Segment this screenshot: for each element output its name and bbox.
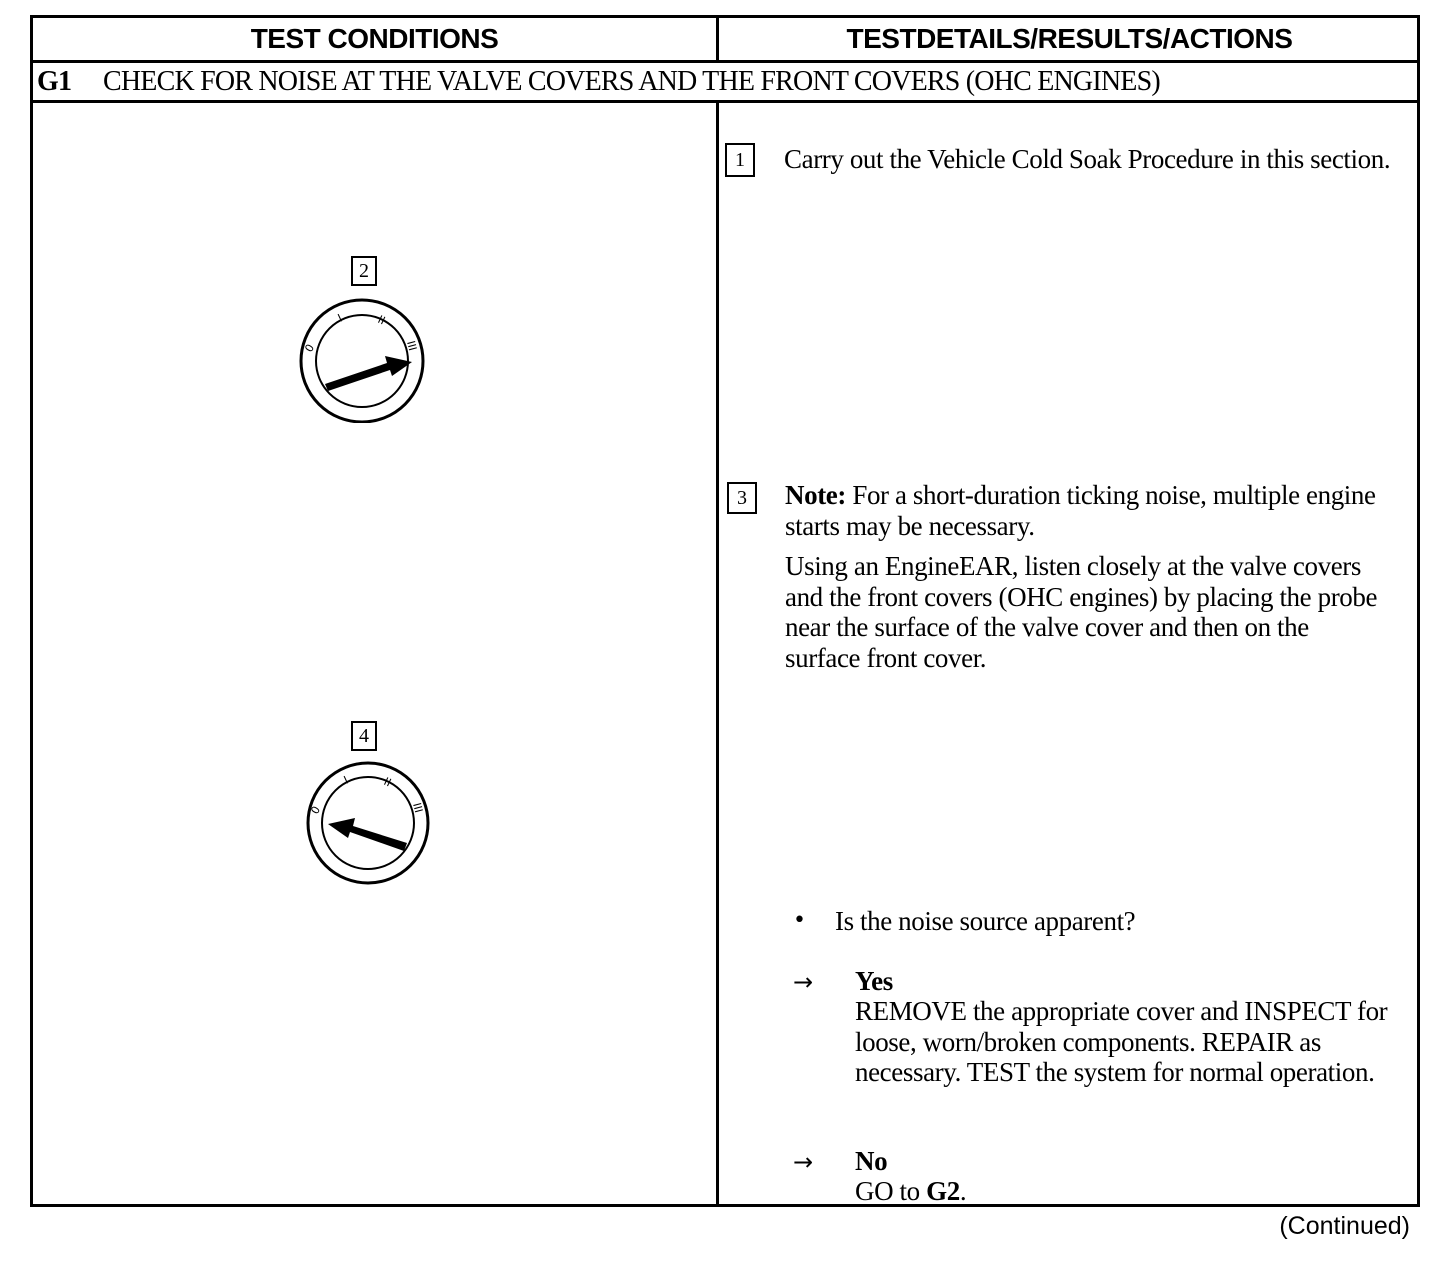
yes-arrow-icon: → bbox=[793, 968, 814, 996]
ign-mark-2-b: II bbox=[381, 774, 394, 790]
column-divider-body bbox=[716, 103, 719, 1204]
yes-action-text: REMOVE the appropriate cover and INSPECT for loose, worn/broken components. REPAIR as necessary. TEST the system for normal operation. bbox=[855, 996, 1388, 1087]
no-label: No bbox=[855, 1146, 888, 1176]
yes-label: Yes bbox=[855, 966, 893, 996]
ign-mark-3-b: III bbox=[410, 801, 426, 815]
continued-label: (Continued) bbox=[1279, 1212, 1410, 1240]
ign-mark-3: III bbox=[404, 339, 420, 353]
ign-mark-1-b: I bbox=[341, 773, 351, 787]
step-1-label: 1 bbox=[735, 148, 745, 171]
note-text: For a short-duration ticking noise, multiple engine starts may be necessary. bbox=[785, 480, 1376, 541]
question-text: Is the noise source apparent? bbox=[835, 906, 1136, 936]
no-action-prefix: GO to bbox=[855, 1176, 927, 1206]
no-action-text bbox=[855, 1176, 966, 1207]
section-code: G1 bbox=[37, 65, 72, 97]
key-arrow-right bbox=[325, 356, 412, 391]
title-rule bbox=[33, 100, 1417, 103]
header-test-details: TESTDETAILS/RESULTS/ACTIONS bbox=[846, 23, 1293, 54]
step-3-note bbox=[785, 480, 1405, 541]
key-arrow-left bbox=[328, 818, 407, 851]
ignition-switch-run-icon bbox=[297, 298, 427, 423]
ign-mark-1: I bbox=[335, 311, 345, 325]
no-action-suffix: . bbox=[959, 1176, 967, 1206]
step-3-paragraph: Using an EngineEAR, listen closely at the valve covers and the front covers (OHC engines) by placing the probe near the surface of the valve cover and then on the surface front cover. bbox=[785, 551, 1378, 673]
section-title: CHECK FOR NOISE AT THE VALVE COVERS AND THE FRONT COVERS (OHC ENGINES) bbox=[103, 65, 1160, 97]
step-4-label: 4 bbox=[359, 724, 369, 747]
header-test-conditions: TEST CONDITIONS bbox=[250, 23, 499, 54]
step-3-box bbox=[727, 482, 757, 514]
question-bullet: • bbox=[793, 908, 806, 933]
no-action-target: G2 bbox=[926, 1176, 960, 1206]
step-4-box bbox=[351, 721, 377, 751]
note-label: Note: bbox=[785, 480, 846, 510]
step-3-label: 3 bbox=[737, 486, 747, 509]
ignition-switch-off-icon bbox=[303, 760, 433, 885]
ign-mark-0-b: 0 bbox=[308, 803, 324, 817]
step-2-label: 2 bbox=[359, 259, 369, 282]
diagnostic-table bbox=[30, 15, 1420, 1207]
no-arrow-icon: → bbox=[793, 1148, 814, 1176]
section-title-row bbox=[33, 63, 1417, 100]
step-2-box bbox=[351, 256, 377, 286]
step-1-text: Carry out the Vehicle Cold Soak Procedure in this section. bbox=[784, 144, 1391, 174]
ign-mark-2: II bbox=[375, 312, 388, 328]
ign-mark-0: 0 bbox=[302, 341, 318, 355]
step-1-box bbox=[725, 143, 755, 177]
